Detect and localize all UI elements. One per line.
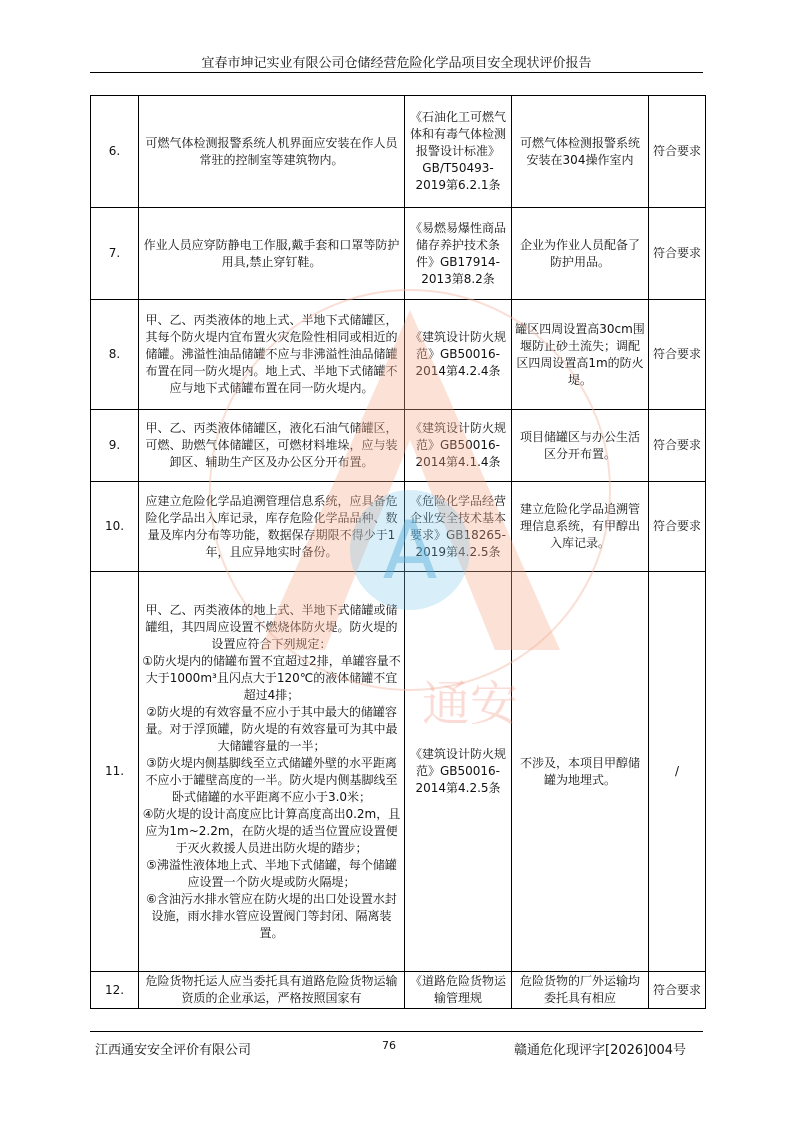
requirement-text: 危险货物托运人应当委托具有道路危险货物运输资质的企业承运，严格按照国家有 <box>145 974 398 1005</box>
table-row <box>91 208 706 300</box>
status-cell: 企业为作业人员配备了防护用品。 <box>512 208 649 300</box>
table-row <box>91 482 706 572</box>
requirement-text: ②防火堤的有效容量不应小于其中最大的储罐容量。对于浮顶罐，防火堤的有效容量可为其中最大储罐容量的一半； <box>145 704 398 753</box>
footer-rule <box>90 1031 703 1032</box>
report-number: 赣通危化现评字[2026]004号 <box>514 1043 687 1058</box>
table-row <box>91 96 706 208</box>
row-number: 9. <box>91 410 139 482</box>
footer-company: 江西通安安全评价有限公司 <box>95 1043 252 1058</box>
row-number: 7. <box>91 208 139 300</box>
result-cell: 符合要求 <box>649 972 706 1009</box>
page-header: 宜春市坤记实业有限公司仓储经营危险化学品项目安全现状评价报告 <box>201 56 592 71</box>
requirement-cell <box>139 208 405 300</box>
row-number: 8. <box>91 300 139 410</box>
result-cell: 符合要求 <box>649 300 706 410</box>
header-rule <box>90 72 703 73</box>
requirement-text: ③防火堤内侧基脚线至立式储罐外壁的水平距离不应小于罐壁高度的一半。防火堤内侧基脚线至卧式储罐的水平距离不应小于3.0米； <box>145 755 398 804</box>
requirement-text: ⑥含油污水排水管应在防火堤的出口处设置水封设施，雨水排水管应设置阀门等封闭、隔离装置。 <box>146 891 397 940</box>
watermark-text: 通安 <box>421 676 519 732</box>
requirement-text: ①防火堤内的储罐布置不宜超过2排，单罐容量不大于1000m³且闪点大于120℃的液体储罐不宜超过4排； <box>142 653 401 702</box>
requirement-text: ④防火堤的设计高度应比计算高度高出0.2m，且应为1m~2.2m，在防火堤的适当位置应设置便于灭火救援人员进出防火堤的踏步； <box>142 806 401 855</box>
status-cell: 罐区四周设置高30cm围堰防止砂土流失；调配区四周设置高1m的防火堤。 <box>512 300 649 410</box>
requirement-cell <box>139 972 405 1009</box>
basis-cell: 《危险化学品经营企业安全技术基本要求》GB18265-2019第4.2.5条 <box>405 482 512 572</box>
basis-cell: 《建筑设计防火规范》GB50016-2014第4.2.4条 <box>405 300 512 410</box>
requirement-text: ⑤沸溢性液体地上式、半地下式储罐，每个储罐应设置一个防火堤或防火隔堤； <box>146 857 397 889</box>
row-number: 10. <box>91 482 139 572</box>
basis-cell: 《道路危险货物运输管理规 <box>405 972 512 1009</box>
basis-cell: 《建筑设计防火规范》GB50016-2014第4.2.5条 <box>405 572 512 972</box>
watermark-letter: A <box>382 504 438 597</box>
requirement-cell <box>139 572 405 972</box>
table-row <box>91 410 706 482</box>
table-row <box>91 972 706 1009</box>
status-cell: 项目储罐区与办公生活区分开布置。 <box>512 410 649 482</box>
requirement-cell <box>139 482 405 572</box>
requirement-cell <box>139 96 405 208</box>
result-cell: 符合要求 <box>649 482 706 572</box>
result-cell: 符合要求 <box>649 410 706 482</box>
evaluation-table <box>90 95 706 1009</box>
requirement-text: 甲、乙、丙类液体储罐区，液化石油气储罐区，可燃、助燃气体储罐区，可燃材料堆垛，应与装卸区、辅助生产区及办公区分开布置。 <box>145 421 398 469</box>
requirement-text: 甲、乙、丙类液体的地上式、半地下式储罐区，其每个防火堤内宜布置火灾危险性相同或相近的储罐。沸溢性油品储罐不应与非沸溢性油品储罐布置在同一防火堤内。地上式、半地下式储罐不应与地下式储罐布置在同一防火堤内。 <box>145 313 398 395</box>
requirement-text: 可燃气体检测报警系统人机界面应安装在作人员常驻的控制室等建筑物内。 <box>145 135 398 167</box>
status-cell: 建立危险化学品追溯管理信息系统，有甲醇出入库记录。 <box>512 482 649 572</box>
status-cell: 危险货物的厂外运输均委托具有相应 <box>512 972 649 1009</box>
basis-cell: 《建筑设计防火规范》GB50016-2014第4.1.4条 <box>405 410 512 482</box>
requirement-text: 应建立危险化学品追溯管理信息系统，应具备危险化学品出入库记录，库存危险化学品品种、数量及库内分布等功能，数据保存期限不得少于1年，且应异地实时备份。 <box>145 493 398 559</box>
row-number: 12. <box>91 972 139 1009</box>
row-number: 6. <box>91 96 139 208</box>
requirement-cell <box>139 300 405 410</box>
result-cell: / <box>649 572 706 972</box>
status-cell: 不涉及，本项目甲醇储罐为地埋式。 <box>512 572 649 972</box>
page-number: 76 <box>382 1039 396 1052</box>
row-number: 11. <box>91 572 139 972</box>
result-cell: 符合要求 <box>649 96 706 208</box>
requirement-text: 作业人员应穿防静电工作服,戴手套和口罩等防护用具,禁止穿钉鞋。 <box>143 237 400 269</box>
table-row <box>91 572 706 972</box>
result-cell: 符合要求 <box>649 208 706 300</box>
basis-cell: 《易燃易爆性商品储存养护技术条件》GB17914-2013第8.2条 <box>405 208 512 300</box>
requirement-text: 甲、乙、丙类液体的地上式、半地下式储罐或储罐组，其四周应设置不燃烧体防火堤。防火堤的设置应符合下列规定： <box>145 602 398 651</box>
status-cell: 可燃气体检测报警系统安装在304操作室内 <box>512 96 649 208</box>
basis-cell: 《石油化工可燃气体和有毒气体检测报警设计标准》GB/T50493-2019第6.2.1条 <box>405 96 512 208</box>
table-row <box>91 300 706 410</box>
requirement-cell <box>139 410 405 482</box>
